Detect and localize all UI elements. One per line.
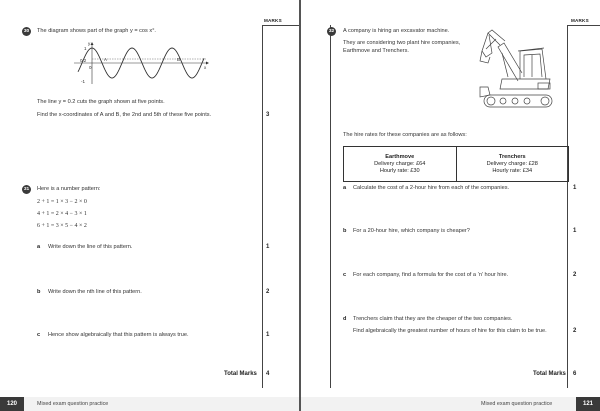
total-marks-label: Total Marks — [533, 371, 566, 377]
q32-part-c-letter: c — [343, 272, 347, 278]
q30-text: The diagram shows part of the graph y = cos x°. — [37, 28, 156, 34]
marks-header: MARKS — [571, 18, 589, 23]
q31-part-b-text: Write down the nth line of this pattern. — [48, 289, 142, 295]
left-page — [0, 0, 299, 411]
q30-marks: 3 — [266, 112, 270, 118]
page-number: 121 — [576, 397, 600, 411]
question-number-30: 30 — [23, 29, 30, 34]
cosine-graph — [70, 40, 210, 86]
excavator-illustration — [478, 27, 558, 113]
total-marks-value: 4 — [266, 371, 270, 377]
graph-origin-label: 0 — [89, 65, 92, 70]
marks-column-line — [567, 25, 568, 388]
q32-text-1: A company is hiring an excavator machine. — [343, 28, 450, 34]
marks-header-rule — [262, 25, 299, 26]
graph-y-tick-minus1: -1 — [81, 79, 86, 84]
marks-header-rule — [567, 25, 600, 26]
q31-part-c-marks: 1 — [266, 332, 270, 338]
q31-intro: Here is a number pattern: — [37, 186, 101, 192]
q32-part-a-letter: a — [343, 185, 347, 191]
graph-point-a: A — [104, 57, 108, 62]
graph-point-b: B — [177, 57, 181, 62]
q30-line1: The line y = 0.2 cuts the graph shown at five points. — [37, 99, 165, 105]
company-name: Earthmove — [385, 153, 415, 160]
q31-part-c-letter: c — [37, 332, 41, 338]
hourly-rate: Hourly rate: £34 — [492, 167, 533, 174]
rates-intro: The hire rates for these companies are as follows: — [343, 132, 467, 138]
total-marks-value: 6 — [573, 371, 577, 377]
q32-part-d-text: Trenchers claim that they are the cheaper of the two companies. — [353, 316, 513, 322]
page-footer — [301, 397, 600, 411]
footer-text: Mixed exam question practice — [481, 401, 553, 407]
q32-text-2: They are considering two plant hire companies, — [343, 40, 461, 46]
x-axis-arrow-icon — [206, 62, 209, 65]
q32-part-c-marks: 2 — [573, 272, 577, 278]
table-col-earthmove — [344, 147, 456, 181]
delivery-charge: Delivery charge: £28 — [486, 160, 538, 167]
marks-header: MARKS — [264, 18, 282, 23]
graph-y-tick-1: 1 — [84, 46, 87, 51]
company-name: Trenchers — [498, 153, 526, 160]
graph-y-label: y — [88, 41, 91, 46]
delivery-charge: Delivery charge: £64 — [374, 160, 426, 167]
q31-pattern-line-3: 6 + 1 = 3 × 5 − 4 × 2 — [37, 223, 87, 229]
graph-x-label: x — [204, 65, 207, 70]
q31-pattern-line-2: 4 + 1 = 2 × 4 − 3 × 1 — [37, 211, 87, 217]
y-axis-arrow-icon — [91, 42, 94, 45]
q32-part-d-letter: d — [343, 316, 347, 322]
left-margin-line — [330, 25, 331, 388]
q32-text-3: Earthmove and Trenchers. — [343, 48, 409, 54]
question-number-31: 31 — [23, 187, 30, 192]
graph-y-tick-0-2: 0.2 — [80, 58, 87, 63]
q31-pattern-line-1: 2 + 1 = 1 × 3 − 2 × 0 — [37, 199, 87, 205]
question-number-32: 32 — [328, 29, 335, 34]
q32-part-a-marks: 1 — [573, 185, 577, 191]
hourly-rate: Hourly rate: £30 — [379, 167, 420, 174]
table-col-trenchers — [456, 147, 569, 181]
q32-part-b-letter: b — [343, 228, 347, 234]
right-page — [301, 0, 600, 411]
q30-line2: Find the x-coordinates of A and B, the 2nd and 5th of these five points. — [37, 112, 212, 118]
q32-part-d-marks: 2 — [573, 328, 577, 334]
total-marks-label: Total Marks — [224, 371, 257, 377]
q32-part-c-text: For each company, find a formula for the cost of a ‘n’ hour hire. — [353, 272, 509, 278]
q31-part-a-letter: a — [37, 244, 41, 250]
q32-part-a-text: Calculate the cost of a 2-hour hire from each of the companies. — [353, 185, 510, 191]
footer-text: Mixed exam question practice — [37, 401, 109, 407]
q32-part-d-text-2: Find algebraically the greatest number of hours of hire for this claim to be true. — [353, 328, 547, 334]
q32-part-b-text: For a 20-hour hire, which company is cheaper? — [353, 228, 470, 234]
q31-part-c-text: Hence show algebraically that this pattern is always true. — [48, 332, 189, 338]
marks-column-line — [262, 25, 263, 388]
q32-part-b-marks: 1 — [573, 228, 577, 234]
page-number: 120 — [0, 397, 24, 411]
hire-rates-table — [343, 146, 569, 182]
q31-part-a-text: Write down the line of this pattern. — [48, 244, 133, 250]
q31-part-b-marks: 2 — [266, 289, 270, 295]
q31-part-a-marks: 1 — [266, 244, 270, 250]
q31-part-b-letter: b — [37, 289, 41, 295]
